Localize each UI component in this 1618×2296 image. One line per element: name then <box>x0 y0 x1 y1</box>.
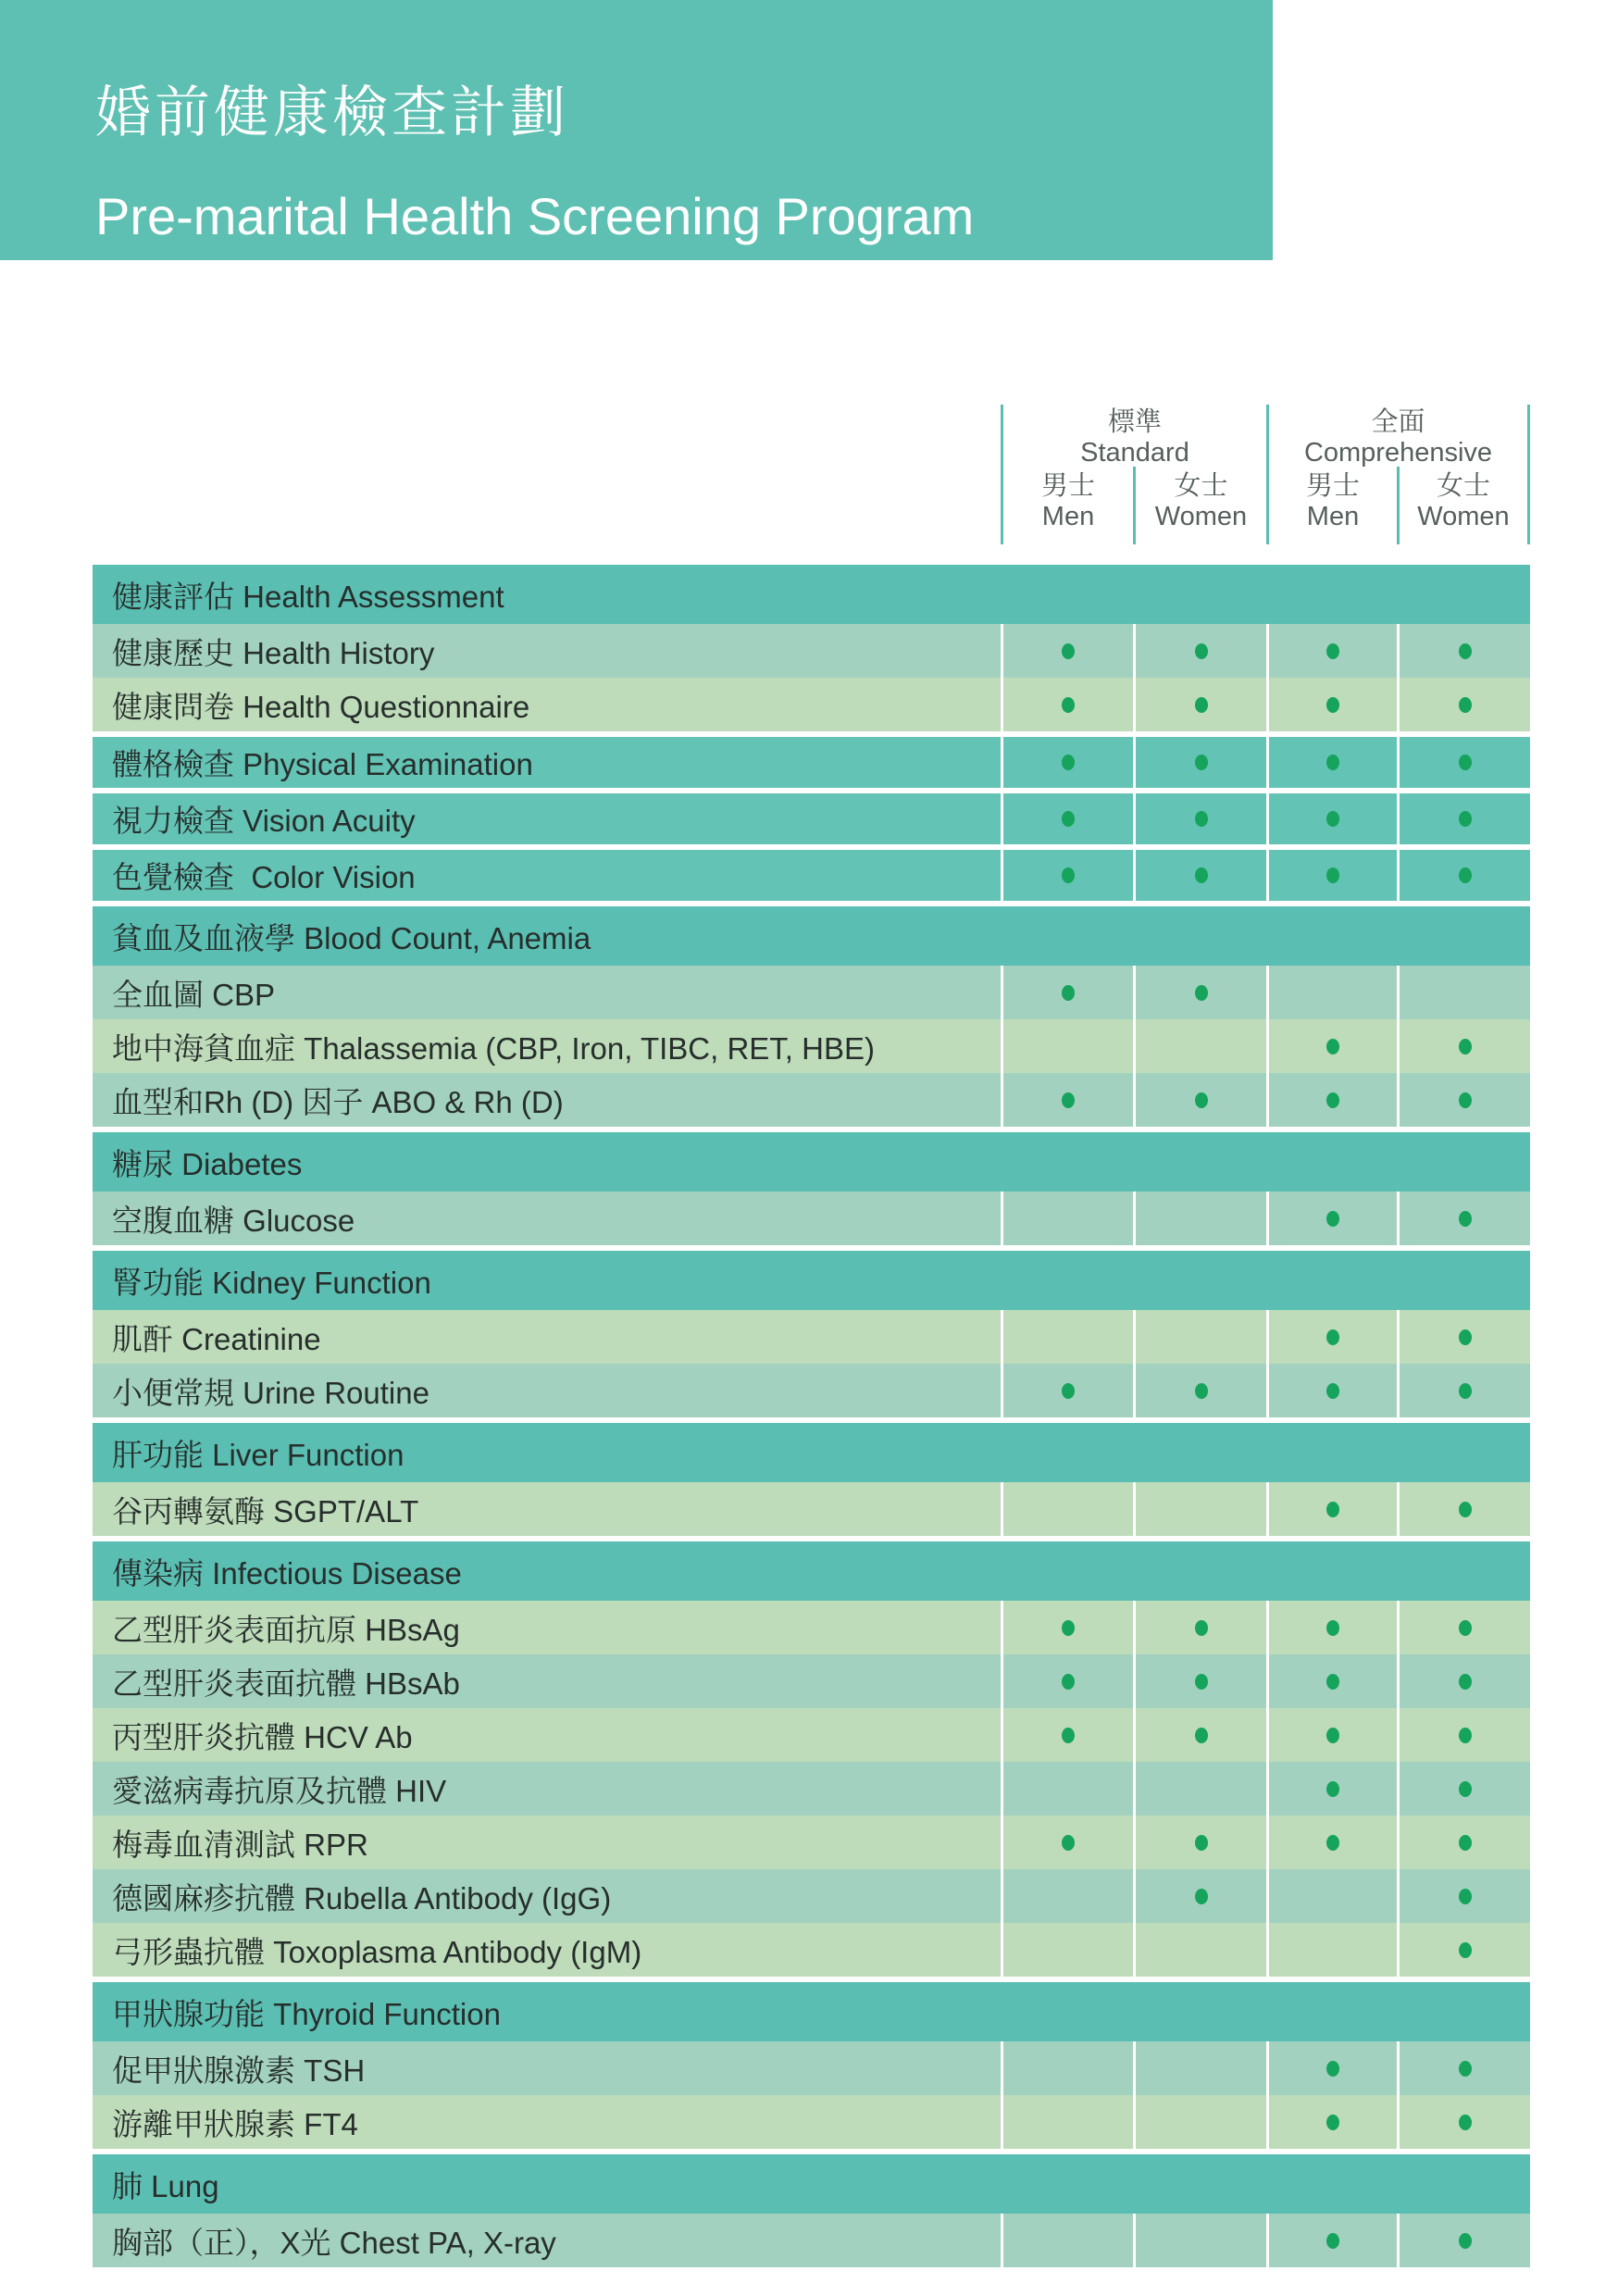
cell-standard-women <box>1133 2041 1266 2095</box>
included-dot <box>1062 867 1075 883</box>
table-row <box>93 966 1530 1019</box>
cell-comprehensive-women <box>1397 624 1530 678</box>
table-row <box>93 1923 1530 1977</box>
included-dot <box>1459 697 1472 713</box>
cell-standard-men <box>1001 1364 1133 1417</box>
section-header: 肝功能 Liver Function <box>93 1423 1530 1482</box>
row-label: 促甲狀腺激素 TSH <box>112 2053 366 2088</box>
cell-standard-men <box>1001 2041 1133 2095</box>
cell-comprehensive-men <box>1266 1708 1397 1762</box>
column-group-label-en: Standard <box>1080 438 1189 468</box>
included-dot <box>1326 1383 1339 1399</box>
cell-standard-women <box>1133 624 1266 678</box>
cell-standard-women <box>1133 966 1266 1019</box>
cell-standard-men <box>1001 793 1133 844</box>
cell-standard-men <box>1001 1708 1133 1762</box>
column-sub-label-en: Men <box>1306 502 1360 531</box>
included-dot <box>1326 755 1339 770</box>
cell-comprehensive-women <box>1397 678 1530 731</box>
table-row <box>93 678 1530 731</box>
cell-comprehensive-women <box>1397 1869 1530 1923</box>
column-comprehensive-men <box>1269 470 1397 531</box>
row-label: 德國麻疹抗體 Rubella Antibody (IgG) <box>112 1880 612 1915</box>
included-dot <box>1326 2115 1339 2130</box>
table-section <box>93 1251 1530 1417</box>
table-row <box>93 1310 1530 1364</box>
cell-standard-men <box>1001 1482 1133 1536</box>
column-group-label-zh: 全面 <box>1371 407 1425 437</box>
included-dot <box>1459 643 1472 659</box>
row-label: 全血圖 CBP <box>112 977 276 1012</box>
cell-comprehensive-women <box>1397 1708 1530 1762</box>
included-dot <box>1062 697 1075 713</box>
cell-comprehensive-men <box>1266 2041 1397 2095</box>
column-group-standard <box>1003 406 1266 468</box>
included-dot <box>1195 1092 1208 1108</box>
included-dot <box>1062 811 1075 827</box>
cell-standard-women <box>1133 1654 1266 1708</box>
cell-comprehensive-men <box>1266 1923 1397 1977</box>
included-dot <box>1326 2061 1339 2077</box>
included-dot <box>1459 1211 1472 1227</box>
included-dot <box>1195 867 1208 883</box>
row-label: 色覺檢查 Color Vision <box>112 860 416 894</box>
included-dot <box>1459 1942 1472 1958</box>
column-comprehensive-women <box>1400 470 1527 531</box>
row-label: 空腹血糖 Glucose <box>112 1203 355 1238</box>
table-row <box>93 1708 1530 1762</box>
cell-standard-women <box>1133 1019 1266 1073</box>
table-section <box>93 2154 1530 2267</box>
included-dot <box>1459 867 1472 883</box>
included-dot <box>1459 755 1472 770</box>
cell-comprehensive-men <box>1266 2095 1397 2149</box>
cell-comprehensive-men <box>1266 1816 1397 1869</box>
column-standard-women <box>1136 470 1266 531</box>
table-row <box>93 1192 1530 1245</box>
table-row <box>93 793 1530 844</box>
section-header: 傳染病 Infectious Disease <box>93 1541 1530 1601</box>
table-section <box>93 906 1530 1127</box>
included-dot <box>1062 985 1075 1001</box>
included-dot <box>1459 1781 1472 1797</box>
table-section <box>93 1982 1530 2149</box>
cell-comprehensive-men <box>1266 850 1397 901</box>
included-dot <box>1326 1674 1339 1690</box>
cell-standard-women <box>1133 1816 1266 1869</box>
included-dot <box>1326 1502 1339 1517</box>
cell-comprehensive-men <box>1266 1482 1397 1536</box>
row-label: 弓形蟲抗體 Toxoplasma Antibody (IgM) <box>112 1934 642 1969</box>
cell-comprehensive-women <box>1397 793 1530 844</box>
cell-standard-women <box>1133 2095 1266 2149</box>
cell-comprehensive-women <box>1397 1601 1530 1654</box>
cell-standard-men <box>1001 2214 1133 2267</box>
included-dot <box>1459 1329 1472 1345</box>
cell-comprehensive-women <box>1397 2041 1530 2095</box>
included-dot <box>1195 985 1208 1001</box>
table-row <box>93 1601 1530 1654</box>
included-dot <box>1195 697 1208 713</box>
column-sub-label-zh: 女士 <box>1174 471 1228 501</box>
included-dot <box>1326 2233 1339 2249</box>
cell-comprehensive-women <box>1397 737 1530 788</box>
section-header: 肺 Lung <box>93 2154 1530 2214</box>
cell-standard-women <box>1133 678 1266 731</box>
included-dot <box>1326 1835 1339 1851</box>
row-label: 胸部（正），X光 Chest PA, X-ray <box>112 2225 556 2260</box>
screening-table <box>93 565 1530 2267</box>
cell-comprehensive-men <box>1266 1310 1397 1364</box>
row-label: 血型和Rh (D) 因子 ABO & Rh (D) <box>112 1084 564 1119</box>
column-group-label-zh: 標準 <box>1107 407 1162 437</box>
cell-standard-men <box>1001 966 1133 1019</box>
cell-comprehensive-men <box>1266 966 1397 1019</box>
included-dot <box>1062 1674 1075 1690</box>
cell-comprehensive-women <box>1397 1762 1530 1816</box>
included-dot <box>1195 1674 1208 1690</box>
cell-standard-men <box>1001 1310 1133 1364</box>
cell-comprehensive-men <box>1266 1019 1397 1073</box>
included-dot <box>1459 1620 1472 1636</box>
cell-standard-women <box>1133 1073 1266 1127</box>
row-label: 地中海貧血症 Thalassemia (CBP, Iron, TIBC, RET, HBE) <box>112 1030 875 1066</box>
row-label: 視力檢查 Vision Acuity <box>112 804 416 838</box>
column-sub-label-en: Women <box>1154 502 1248 531</box>
included-dot <box>1459 1383 1472 1399</box>
table-row <box>93 1364 1530 1417</box>
cell-comprehensive-women <box>1397 1192 1530 1245</box>
included-dot <box>1326 1620 1339 1636</box>
cell-comprehensive-men <box>1266 1073 1397 1127</box>
row-label: 健康歷史 Health History <box>112 635 435 670</box>
included-dot <box>1062 1728 1075 1743</box>
cell-standard-women <box>1133 1869 1266 1923</box>
table-row <box>93 1654 1530 1708</box>
included-dot <box>1326 697 1339 713</box>
cell-comprehensive-women <box>1397 1364 1530 1417</box>
cell-standard-women <box>1133 1601 1266 1654</box>
included-dot <box>1459 1728 1472 1743</box>
included-dot <box>1326 1092 1339 1108</box>
included-dot <box>1459 2061 1472 2077</box>
cell-comprehensive-women <box>1397 966 1530 1019</box>
cell-standard-men <box>1001 1601 1133 1654</box>
cell-comprehensive-women <box>1397 1816 1530 1869</box>
cell-standard-women <box>1133 850 1266 901</box>
table-row <box>93 1869 1530 1923</box>
included-dot <box>1459 1674 1472 1690</box>
banner <box>0 0 1273 260</box>
cell-standard-women <box>1133 1310 1266 1364</box>
included-dot <box>1195 643 1208 659</box>
included-dot <box>1326 811 1339 827</box>
table-section <box>93 1423 1530 1536</box>
cell-comprehensive-men <box>1266 737 1397 788</box>
column-group-comprehensive <box>1269 406 1527 468</box>
cell-comprehensive-men <box>1266 1654 1397 1708</box>
row-label: 乙型肝炎表面抗體 HBsAb <box>112 1666 460 1701</box>
included-dot <box>1195 1383 1208 1399</box>
cell-standard-men <box>1001 678 1133 731</box>
column-sub-label-en: Women <box>1417 502 1510 531</box>
cell-comprehensive-women <box>1397 1923 1530 1977</box>
row-label: 肌酐 Creatinine <box>112 1321 321 1356</box>
table-row <box>93 1762 1530 1816</box>
cell-standard-women <box>1133 737 1266 788</box>
included-dot <box>1459 2233 1472 2249</box>
table-row <box>93 850 1530 901</box>
cell-standard-women <box>1133 793 1266 844</box>
cell-standard-men <box>1001 1192 1133 1245</box>
row-label: 游離甲狀腺素 FT4 <box>112 2106 358 2141</box>
cell-standard-women <box>1133 1482 1266 1536</box>
cell-standard-men <box>1001 1073 1133 1127</box>
included-dot <box>1062 643 1075 659</box>
included-dot <box>1459 1835 1472 1851</box>
included-dot <box>1459 1889 1472 1904</box>
cell-comprehensive-men <box>1266 1601 1397 1654</box>
cell-standard-men <box>1001 1019 1133 1073</box>
cell-comprehensive-women <box>1397 850 1530 901</box>
cell-comprehensive-men <box>1266 793 1397 844</box>
cell-standard-men <box>1001 850 1133 901</box>
cell-standard-women <box>1133 2214 1266 2267</box>
row-label: 乙型肝炎表面抗原 HBsAg <box>112 1612 460 1647</box>
row-label: 體格檢查 Physical Examination <box>112 747 533 781</box>
cell-standard-men <box>1001 1654 1133 1708</box>
included-dot <box>1326 1211 1339 1227</box>
table-row <box>93 624 1530 678</box>
column-sub-label-en: Men <box>1041 502 1095 531</box>
cell-standard-women <box>1133 1923 1266 1977</box>
cell-standard-men <box>1001 737 1133 788</box>
included-dot <box>1459 2115 1472 2130</box>
column-divider-line <box>1527 405 1530 544</box>
table-row <box>93 1816 1530 1869</box>
included-dot <box>1062 1835 1075 1851</box>
column-sub-label-zh: 男士 <box>1305 471 1360 501</box>
included-dot <box>1326 1728 1339 1743</box>
included-dot <box>1062 755 1075 770</box>
row-label: 愛滋病毒抗原及抗體 HIV <box>112 1773 447 1808</box>
row-label: 健康問卷 Health Questionnaire <box>112 689 530 724</box>
section-header: 腎功能 Kidney Function <box>93 1251 1530 1310</box>
cell-standard-men <box>1001 1869 1133 1923</box>
cell-comprehensive-men <box>1266 1762 1397 1816</box>
column-sub-label-zh: 女士 <box>1436 471 1490 501</box>
cell-standard-women <box>1133 1708 1266 1762</box>
included-dot <box>1459 1039 1472 1054</box>
included-dot <box>1459 1502 1472 1517</box>
column-sub-label-zh: 男士 <box>1040 471 1095 501</box>
included-dot <box>1195 1620 1208 1636</box>
included-dot <box>1326 1781 1339 1797</box>
cell-standard-women <box>1133 1762 1266 1816</box>
included-dot <box>1195 811 1208 827</box>
table-row <box>93 1073 1530 1127</box>
included-dot <box>1459 811 1472 827</box>
table-row <box>93 1482 1530 1536</box>
section-header: 糖尿 Diabetes <box>93 1132 1530 1192</box>
table-row <box>93 2214 1530 2267</box>
cell-standard-men <box>1001 1923 1133 1977</box>
table-row <box>93 737 1530 788</box>
row-label: 小便常規 Urine Routine <box>112 1375 429 1410</box>
cell-comprehensive-men <box>1266 1869 1397 1923</box>
column-standard-men <box>1003 470 1133 531</box>
cell-comprehensive-men <box>1266 2214 1397 2267</box>
table-section <box>93 1541 1530 1977</box>
cell-comprehensive-men <box>1266 1192 1397 1245</box>
included-dot <box>1195 1728 1208 1743</box>
cell-standard-men <box>1001 1816 1133 1869</box>
included-dot <box>1062 1620 1075 1636</box>
section-header: 貧血及血液學 Blood Count, Anemia <box>93 906 1530 966</box>
page-title-zh: 婚前健康檢查計劃 <box>95 81 569 144</box>
table-section <box>93 565 1530 901</box>
cell-standard-men <box>1001 624 1133 678</box>
section-header: 甲狀腺功能 Thyroid Function <box>93 1982 1530 2041</box>
column-group-label-en: Comprehensive <box>1303 438 1493 468</box>
included-dot <box>1062 1383 1075 1399</box>
included-dot <box>1326 643 1339 659</box>
table-row <box>93 1019 1530 1073</box>
included-dot <box>1326 1039 1339 1054</box>
table-row <box>93 2095 1530 2149</box>
cell-standard-women <box>1133 1364 1266 1417</box>
cell-comprehensive-men <box>1266 678 1397 731</box>
table-row <box>93 2041 1530 2095</box>
included-dot <box>1195 755 1208 770</box>
cell-standard-men <box>1001 1762 1133 1816</box>
page-title-en: Pre-marital Health Screening Program <box>95 187 975 245</box>
cell-comprehensive-women <box>1397 2214 1530 2267</box>
cell-comprehensive-men <box>1266 1364 1397 1417</box>
section-header: 健康評估 Health Assessment <box>93 565 1530 624</box>
cell-comprehensive-women <box>1397 1482 1530 1536</box>
included-dot <box>1195 1889 1208 1904</box>
included-dot <box>1326 1329 1339 1345</box>
cell-comprehensive-women <box>1397 1654 1530 1708</box>
cell-comprehensive-men <box>1266 624 1397 678</box>
cell-comprehensive-women <box>1397 1310 1530 1364</box>
cell-standard-men <box>1001 2095 1133 2149</box>
row-label: 梅毒血清測試 RPR <box>112 1827 368 1862</box>
cell-standard-women <box>1133 1192 1266 1245</box>
cell-comprehensive-women <box>1397 1019 1530 1073</box>
row-label: 丙型肝炎抗體 HCV Ab <box>112 1719 413 1754</box>
cell-comprehensive-women <box>1397 2095 1530 2149</box>
included-dot <box>1326 867 1339 883</box>
included-dot <box>1195 1835 1208 1851</box>
cell-comprehensive-women <box>1397 1073 1530 1127</box>
included-dot <box>1062 1092 1075 1108</box>
table-section <box>93 1132 1530 1245</box>
included-dot <box>1459 1092 1472 1108</box>
row-label: 谷丙轉氨酶 SGPT/ALT <box>112 1493 419 1529</box>
